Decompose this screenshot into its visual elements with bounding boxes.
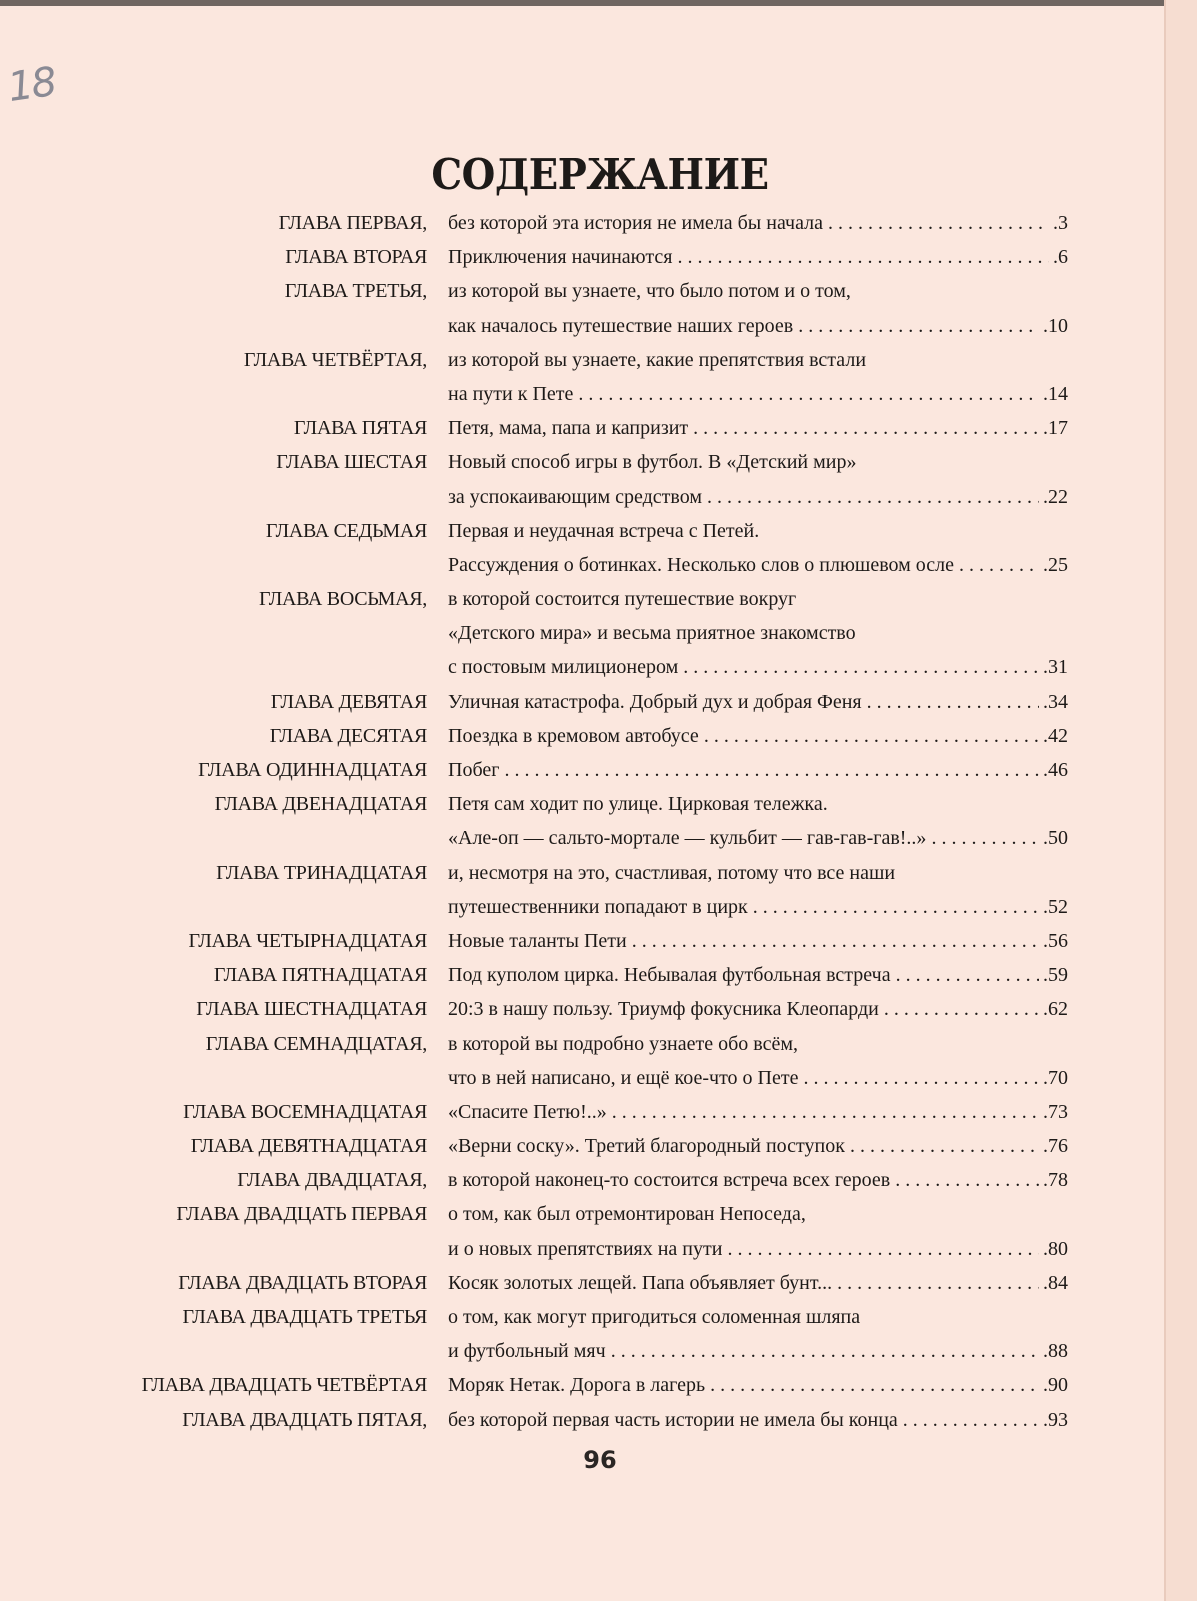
- entry-page-number: .10: [1039, 312, 1068, 340]
- toc-row: [0, 859, 1197, 893]
- chapter-label: ГЛАВА ДЕВЯТНАДЦАТАЯ: [190, 1135, 427, 1158]
- entry-page-number: .3: [1049, 209, 1068, 237]
- entry-title: Петя, мама, папа и капризит . . .: [448, 417, 1068, 439]
- entry-with-leader: [448, 653, 1068, 681]
- toc-row: [0, 312, 1197, 346]
- entry-title: Побег . . .: [448, 759, 1068, 781]
- toc-row: [0, 653, 1197, 687]
- entry-with-leader: [448, 1269, 1068, 1297]
- entry-title: Под куполом цирка. Небывалая футбольная встреча . . .: [448, 964, 1068, 986]
- entry-title: Рассуждения о ботинках. Несколько слов о плюшевом осле . . .: [448, 554, 1068, 576]
- table-of-contents: [0, 209, 1197, 1440]
- entry-title: Косяк золотых лещей. Папа объявляет бунт... . . .: [448, 1272, 1068, 1294]
- entry-with-leader: [448, 722, 1068, 750]
- toc-row: [0, 277, 1197, 311]
- chapter-label: ГЛАВА ШЕСТАЯ: [276, 451, 427, 474]
- chapter-label: ГЛАВА ЧЕТЫРНАДЦАТАЯ: [188, 929, 427, 952]
- page-number: 96: [583, 1446, 617, 1474]
- chapter-label: ГЛАВА ВОСЬМАЯ,: [258, 588, 427, 611]
- entry-with-leader: [448, 927, 1068, 955]
- entry-with-leader: [448, 824, 1068, 852]
- toc-row: [0, 824, 1197, 858]
- entry-with-leader: [448, 380, 1068, 408]
- entry-with-leader: [448, 414, 1068, 442]
- entry-title: на пути к Пете . . .: [448, 383, 1068, 405]
- entry-title: Приключения начинаются . . .: [448, 246, 1068, 268]
- entry-with-leader: [448, 756, 1068, 784]
- entry-title: и о новых препятствиях на пути . . .: [448, 1238, 1068, 1260]
- chapter-label: ГЛАВА ДЕСЯТАЯ: [269, 724, 427, 747]
- toc-row: [0, 756, 1197, 790]
- entry-with-leader: [448, 1064, 1068, 1092]
- entry-with-leader: [448, 893, 1068, 921]
- entry-with-leader: [448, 1371, 1068, 1399]
- entry-title: Поездка в кремовом автобусе . . .: [448, 725, 1068, 747]
- toc-row: [0, 1166, 1197, 1200]
- toc-row: [0, 790, 1197, 824]
- chapter-label: ГЛАВА ДВАДЦАТАЯ,: [237, 1169, 427, 1192]
- entry-title: без которой первая часть истории не имела бы конца . . .: [448, 1409, 1068, 1431]
- toc-row: [0, 414, 1197, 448]
- chapter-label: ГЛАВА ВОСЕМНАДЦАТАЯ: [183, 1100, 427, 1123]
- entry-with-leader: [448, 551, 1068, 579]
- entry-with-leader: [448, 1337, 1068, 1365]
- chapter-label: ГЛАВА ДЕВЯТАЯ: [270, 690, 427, 713]
- chapter-label: ГЛАВА ЧЕТВЁРТАЯ,: [243, 348, 427, 371]
- entry-with-leader: [448, 312, 1068, 340]
- toc-row: [0, 243, 1197, 277]
- entry-title: без которой эта история не имела бы начала . . .: [448, 212, 1068, 234]
- entry-title: Новые таланты Пети . . .: [448, 930, 1068, 952]
- chapter-label: ГЛАВА ДВАДЦАТЬ ЧЕТВЁРТАЯ: [141, 1374, 427, 1397]
- entry-page-number: .56: [1039, 927, 1068, 955]
- entry-page-number: .90: [1039, 1371, 1068, 1399]
- entry-page-number: .70: [1039, 1064, 1068, 1092]
- entry-with-leader: [448, 688, 1068, 716]
- toc-row: [0, 619, 1197, 653]
- toc-row: [0, 1303, 1197, 1337]
- entry-page-number: .73: [1039, 1098, 1068, 1126]
- toc-row: [0, 1337, 1197, 1371]
- entry-with-leader: [448, 483, 1068, 511]
- toc-row: [0, 1406, 1197, 1440]
- entry-page-number: .88: [1039, 1337, 1068, 1365]
- chapter-label: ГЛАВА ВТОРАЯ: [285, 246, 427, 269]
- chapter-label: ГЛАВА ДВАДЦАТЬ ПЕРВАЯ: [176, 1203, 427, 1226]
- chapter-label: ГЛАВА СЕМНАДЦАТАЯ,: [205, 1032, 427, 1055]
- entry-title: и футбольный мяч . . .: [448, 1340, 1068, 1362]
- entry-title: «Детского мира» и весьма приятное знакомство: [448, 622, 856, 645]
- entry-page-number: .34: [1039, 688, 1068, 716]
- toc-row: [0, 448, 1197, 482]
- entry-title: из которой вы узнаете, что было потом и о том,: [448, 280, 851, 303]
- entry-page-number: .50: [1039, 824, 1068, 852]
- entry-with-leader: [448, 1132, 1068, 1160]
- toc-row: [0, 209, 1197, 243]
- entry-with-leader: [448, 243, 1068, 271]
- toc-row: [0, 1030, 1197, 1064]
- page-edge: [0, 0, 1197, 6]
- entry-title: что в ней написано, и ещё кое-что о Пете . . .: [448, 1067, 1068, 1089]
- entry-page-number: .46: [1039, 756, 1068, 784]
- entry-title: Моряк Нетак. Дорога в лагерь . . .: [448, 1374, 1068, 1396]
- entry-title: с постовым милиционером . . .: [448, 656, 1068, 678]
- entry-title: «Верни соску». Третий благородный поступок . . .: [448, 1135, 1068, 1157]
- toc-row: [0, 1064, 1197, 1098]
- entry-title: 20:3 в нашу пользу. Триумф фокусника Клеопарди . . .: [448, 998, 1068, 1020]
- chapter-label: ГЛАВА ПЯТНАДЦАТАЯ: [213, 964, 427, 987]
- entry-title: Уличная катастрофа. Добрый дух и добрая Феня . . .: [448, 691, 1068, 713]
- chapter-label: ГЛАВА СЕДЬМАЯ: [265, 519, 427, 542]
- entry-page-number: .62: [1039, 995, 1068, 1023]
- toc-row: [0, 1098, 1197, 1132]
- toc-row: [0, 688, 1197, 722]
- margin-note: 18: [5, 58, 58, 112]
- toc-row: [0, 1269, 1197, 1303]
- entry-title: Новый способ игры в футбол. В «Детский мир»: [448, 451, 857, 474]
- entry-title: «Але-оп — сальто-мортале — кульбит — гав-гав-гав!..» . . .: [448, 827, 1068, 849]
- chapter-label: ГЛАВА ДВАДЦАТЬ ВТОРАЯ: [178, 1271, 427, 1294]
- chapter-label: ГЛАВА ДВЕНАДЦАТАЯ: [214, 793, 427, 816]
- chapter-label: ГЛАВА ДВАДЦАТЬ ПЯТАЯ,: [182, 1408, 427, 1431]
- entry-title: в которой вы подробно узнаете обо всём,: [448, 1032, 799, 1055]
- toc-row: [0, 517, 1197, 551]
- entry-title: Петя сам ходит по улице. Цирковая тележка.: [448, 793, 828, 816]
- toc-row: [0, 995, 1197, 1029]
- entry-page-number: .14: [1039, 380, 1068, 408]
- entry-title: «Спасите Петю!..» . . .: [448, 1101, 1068, 1123]
- toc-row: [0, 346, 1197, 380]
- entry-with-leader: [448, 1098, 1068, 1126]
- chapter-label: ГЛАВА ПЕРВАЯ,: [278, 212, 427, 234]
- entry-title: из которой вы узнаете, какие препятствия встали: [448, 348, 867, 371]
- toc-row: [0, 893, 1197, 927]
- entry-title: путешественники попадают в цирк . . .: [448, 896, 1068, 918]
- chapter-label: ГЛАВА ТРЕТЬЯ,: [284, 280, 427, 303]
- entry-title: в которой состоится путешествие вокруг: [448, 588, 797, 611]
- toc-row: [0, 927, 1197, 961]
- chapter-label: ГЛАВА ШЕСТНАДЦАТАЯ: [196, 998, 427, 1021]
- toc-row: [0, 380, 1197, 414]
- entry-title: Первая и неудачная встреча с Петей.: [448, 519, 760, 542]
- entry-with-leader: [448, 1406, 1068, 1434]
- page-title: СОДЕРЖАНИЕ: [431, 150, 769, 200]
- toc-row: [0, 483, 1197, 517]
- entry-with-leader: [448, 1235, 1068, 1263]
- chapter-label: ГЛАВА ПЯТАЯ: [293, 417, 427, 440]
- entry-with-leader: [448, 1166, 1068, 1194]
- toc-row: [0, 1200, 1197, 1234]
- entry-with-leader: [448, 209, 1068, 237]
- chapter-label: ГЛАВА ДВАДЦАТЬ ТРЕТЬЯ: [182, 1306, 427, 1328]
- toc-row: [0, 585, 1197, 619]
- toc-row: [0, 1132, 1197, 1166]
- entry-page-number: .31: [1039, 653, 1068, 681]
- chapter-label: ГЛАВА ТРИНАДЦАТАЯ: [216, 861, 427, 884]
- entry-page-number: .22: [1039, 483, 1068, 511]
- toc-row: [0, 722, 1197, 756]
- toc-row: [0, 1235, 1197, 1269]
- entry-page-number: .93: [1039, 1406, 1068, 1434]
- entry-page-number: .84: [1039, 1269, 1068, 1297]
- entry-page-number: .25: [1039, 551, 1068, 579]
- entry-page-number: .59: [1039, 961, 1068, 989]
- toc-row: [0, 551, 1197, 585]
- entry-title: и, несмотря на это, счастливая, потому что все наши: [448, 861, 896, 884]
- entry-with-leader: [448, 961, 1068, 989]
- toc-row: [0, 1371, 1197, 1405]
- entry-title: за успокаивающим средством . . .: [448, 486, 1068, 508]
- chapter-label: ГЛАВА ОДИННАДЦАТАЯ: [198, 759, 427, 781]
- entry-title: о том, как могут пригодиться соломенная шляпа: [448, 1306, 861, 1328]
- entry-page-number: .17: [1039, 414, 1068, 442]
- entry-page-number: .52: [1039, 893, 1068, 921]
- entry-page-number: .78: [1039, 1166, 1068, 1194]
- entry-page-number: .42: [1039, 722, 1068, 750]
- entry-title: как началось путешествие наших героев . . .: [448, 315, 1068, 337]
- entry-page-number: .76: [1039, 1132, 1068, 1160]
- entry-page-number: .6: [1049, 243, 1068, 271]
- entry-title: о том, как был отремонтирован Непоседа,: [448, 1203, 806, 1226]
- toc-row: [0, 961, 1197, 995]
- entry-page-number: .80: [1039, 1235, 1068, 1263]
- entry-with-leader: [448, 995, 1068, 1023]
- entry-title: в которой наконец-то состоится встреча всех героев . . .: [448, 1169, 1068, 1191]
